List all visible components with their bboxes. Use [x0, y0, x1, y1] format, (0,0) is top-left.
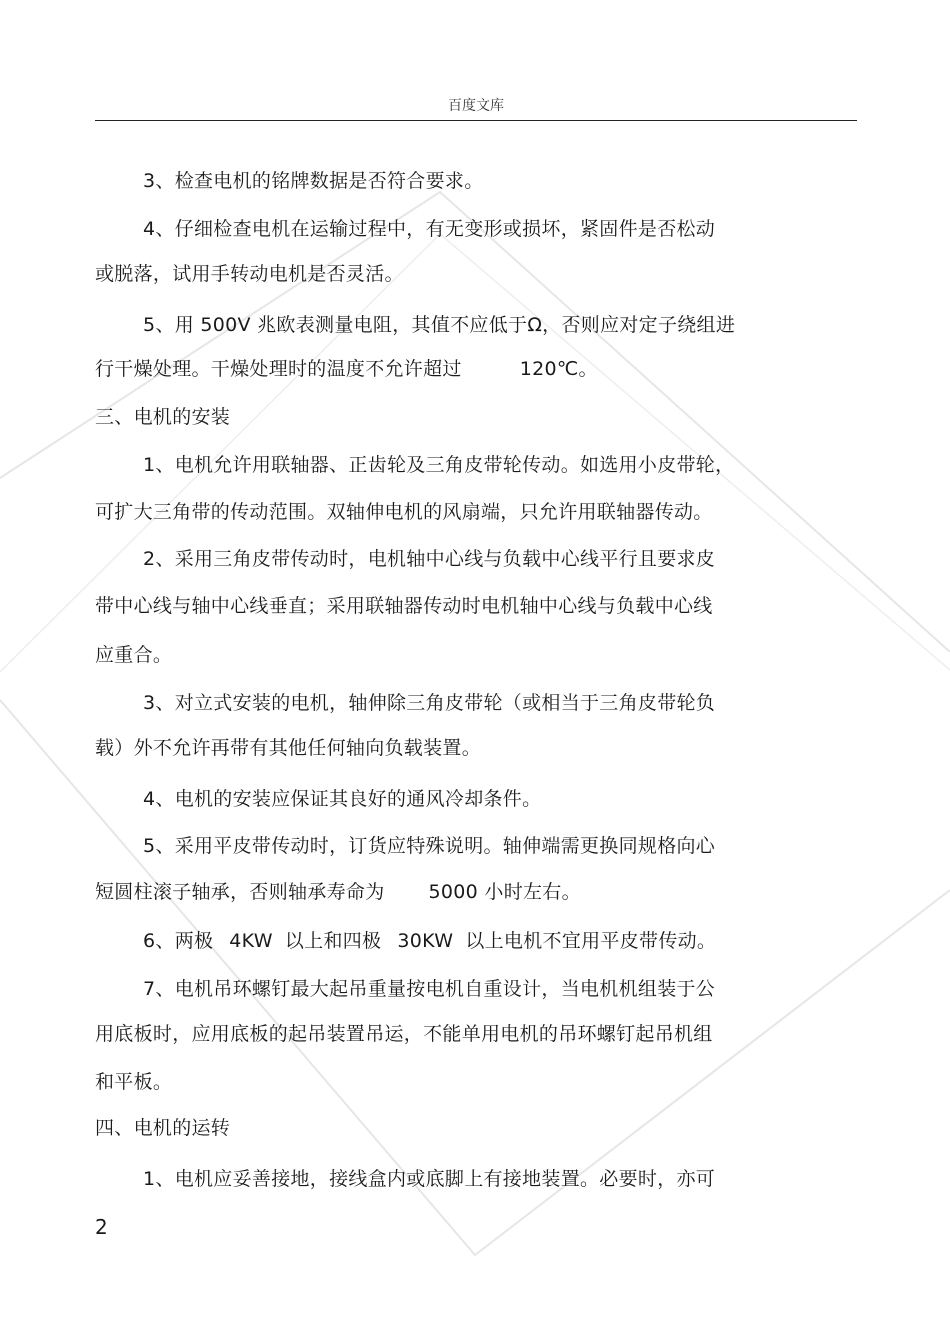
text-segment: 行干燥处理。干燥处理时的温度不允许超过 [95, 358, 462, 380]
paragraph-line [143, 928, 716, 954]
section-heading: 三、电机的安装 [95, 406, 231, 428]
paragraph-line: 4、电机的安装应保证其良好的通风冷却条件。 [143, 788, 542, 810]
text-segment: 4KW [229, 930, 273, 952]
page-number: 2 [95, 1215, 108, 1239]
paragraph-line [95, 879, 581, 905]
paragraph-line: 3、检查电机的铭牌数据是否符合要求。 [143, 170, 484, 192]
paragraph-line: 用底板时，应用底板的起吊装置吊运，不能单用电机的吊环螺钉起吊机组 [95, 1023, 713, 1045]
text-segment: 6、两极 [143, 930, 214, 952]
page-header [95, 96, 857, 126]
text-segment: 以上和四极 [284, 930, 382, 952]
paragraph-line: 1、电机应妥善接地，接线盒内或底脚上有接地装置。必要时，亦可 [143, 1168, 716, 1190]
section-heading: 四、电机的运转 [95, 1117, 231, 1139]
text-segment: 短圆柱滚子轴承，否则轴承寿命为 [95, 881, 385, 903]
text-segment: 以上电机不宜用平皮带传动。 [465, 930, 717, 952]
paragraph-line [95, 356, 598, 382]
header-rule [95, 120, 857, 121]
paragraph-line: 5、采用平皮带传动时，订货应特殊说明。轴伸端需更换同规格向心 [143, 835, 716, 857]
paragraph-line: 1、电机允许用联轴器、正齿轮及三角皮带轮传动。如选用小皮带轮， [143, 454, 735, 476]
paragraph-line: 3、对立式安装的电机，轴伸除三角皮带轮（或相当于三角皮带轮负 [143, 692, 716, 714]
paragraph-line: 4、仔细检查电机在运输过程中，有无变形或损坏，紧固件是否松动 [143, 218, 716, 240]
paragraph-line: 可扩大三角带的传动范围。双轴伸电机的风扇端，只允许用联轴器传动。 [95, 501, 713, 523]
paragraph-line: 载）外不允许再带有其他任何轴向负载装置。 [95, 737, 482, 759]
paragraph-line: 应重合。 [95, 644, 173, 666]
header-title: 百度文库 [442, 96, 510, 116]
paragraph-line: 5、用 500V 兆欧表测量电阻，其值不应低于Ω，否则应对定子绕组进 [143, 314, 736, 336]
paragraph-line: 和平板。 [95, 1071, 173, 1093]
paragraph-line: 带中心线与轴中心线垂直；采用联轴器传动时电机轴中心线与负载中心线 [95, 595, 713, 617]
text-segment: 30KW [397, 930, 454, 952]
text-segment: 120℃。 [519, 358, 598, 380]
text-segment: 5000 小时左右。 [428, 881, 581, 903]
paragraph-line: 2、采用三角皮带传动时，电机轴中心线与负载中心线平行且要求皮 [143, 548, 716, 570]
paragraph-line: 7、电机吊环螺钉最大起吊重量按电机自重设计，当电机机组装于公 [143, 978, 716, 1000]
paragraph-line: 或脱落，试用手转动电机是否灵活。 [95, 263, 404, 285]
